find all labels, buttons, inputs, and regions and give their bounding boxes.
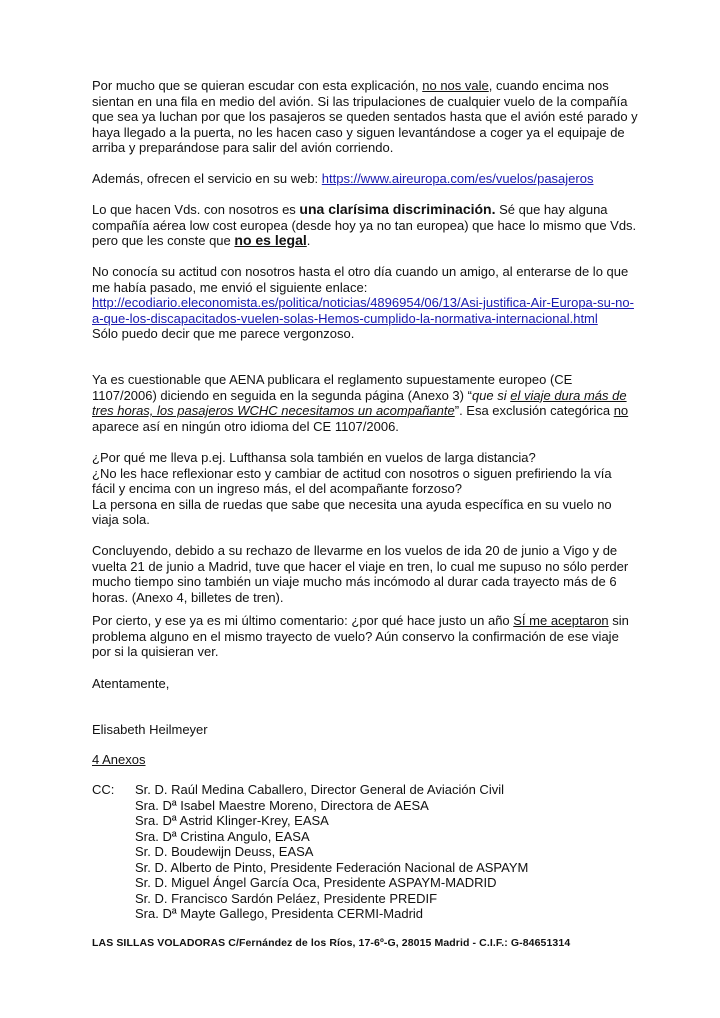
paragraph-friend-link: No conocía su actitud con nosotros hasta el otro día cuando un amigo, al enterarse de lo que me había pasado, me envió el siguiente enlace: http://ecodiario.eleconomista.es/politica/noticias/4896954/06/13/Asi-justifica-Air-Europa-su-no-a-que-los-discapacitados-vuelen-solas-Hemos-cumplido-la-normativa-internacional.html Sólo puedo decir que me parece vergonzoso. xyxy=(92,264,634,341)
paragraph-web-service: Además, ofrecen el servicio en su web: https://www.aireuropa.com/es/vuelos/pasajeros xyxy=(92,171,594,186)
underlined-no: no xyxy=(613,403,629,418)
paragraph-questions: ¿Por qué me lleva p.ej. Lufthansa sola también en vuelos de larga distancia? ¿No les hace reflexionar esto y cambiar de actitud con nosotros o siguen prefiriendo la vía fácil y encima con un ingreso más, el del acompañante forzoso? La persona en silla de ruedas que sabe que necesita una ayuda específica en su vuelo no viaja sola. xyxy=(92,450,612,527)
footer-address: LAS SILLAS VOLADORAS C/Fernández de los Ríos, 17-6º-G, 28015 Madrid - C.I.F.: G-84651314 xyxy=(92,937,571,949)
cc-recipient-list xyxy=(135,782,528,922)
paragraph-discrimination: Lo que hacen Vds. con nosotros es una clarísima discriminación. Sé que hay alguna compañía aérea low cost europea (desde hoy ya no tan europea) que hace lo mismo que Vds. pero que les conste que no es legal. xyxy=(92,201,637,248)
closing-salutation: Atentamente, xyxy=(92,676,170,691)
underlined-no-nos-vale: no nos vale xyxy=(422,78,489,93)
cc-recipient: Sra. Dª Astrid Klinger-Krey, EASA xyxy=(135,813,329,828)
cc-recipient: Sr. D. Miguel Ángel García Oca, Presidente ASPAYM-MADRID xyxy=(135,875,497,890)
cc-recipient: Sra. Dª Cristina Angulo, EASA xyxy=(135,828,310,844)
paragraph-last-comment: Por cierto, y ese ya es mi último comentario: ¿por qué hace justo un año SÍ me aceptaron sin problema alguno en el mismo trayecto de vuelo? Aún conservo la confirmación de ese viaje por si la quisieran ver. xyxy=(92,613,629,659)
paragraph-conclusion: Concluyendo, debido a su rechazo de llevarme en los vuelos de ida 20 de junio a Vigo y de vuelta 21 de junio a Madrid, tuve que hacer el viaje en tren, lo cual me supuso no sólo perder mucho tiempo sino también un viaje mucho más incómodo al durar cada trayecto más de 6 horas. (Anexo 4, billetes de tren). xyxy=(92,543,629,605)
bold-no-es-legal: no es legal xyxy=(234,232,307,248)
underlined-si-me-aceptaron: SÍ me aceptaron xyxy=(513,613,609,628)
cc-recipient: Sra. Dª Isabel Maestre Moreno, Directora de AESA xyxy=(135,797,429,813)
cc-recipient: Sr. D. Francisco Sardón Peláez, Presidente PREDIF xyxy=(135,890,438,906)
ecodiario-link[interactable]: http://ecodiario.eleconomista.es/politica/noticias/4896954/06/13/Asi-justifica-Air-Europa-su-no-a-que-los-discapacitados-vuelen-solas-Hemos-cumplido-la-normativa-internacional.html xyxy=(92,295,634,326)
signature-name: Elisabeth Heilmeyer xyxy=(92,722,208,737)
italic-underlined-quote: el viaje dura más de tres horas, los pasajeros WCHC necesitamos un acompañante xyxy=(92,387,627,418)
cc-recipient: Sr. D. Alberto de Pinto, Presidente Federación Nacional de ASPAYM xyxy=(135,859,529,875)
cc-recipient: Sr. D. Raúl Medina Caballero, Director General de Aviación Civil xyxy=(135,782,504,797)
paragraph-aena-regulation: Ya es cuestionable que AENA publicara el reglamento supuestamente europeo (CE 1107/2006) diciendo en seguida en la segunda página (Anexo 3) “que si el viaje dura más de tres horas, los pasajeros WCHC necesitamos un acompañante”. Esa exclusión categórica no aparece así en ningún otro idioma del CE 1107/2006. xyxy=(92,372,629,434)
paragraph-crew-explanation: Por mucho que se quieran escudar con esta explicación, no nos vale, cuando encima nos sientan en una fila en medio del avión. Si las tripulaciones de cualquier vuelo de la compañía que sea ya luchan por que los pasajeros se queden sentados hasta que el avión esté parado y haya llegado a la puerta, no les hacen caso y siguen levantándose a coger ya el equipaje de arriba y preparándose para salir del avión corriendo. xyxy=(92,78,638,155)
cc-recipient: Sra. Dª Mayte Gallego, Presidenta CERMI-Madrid xyxy=(135,906,424,921)
annexes-count: 4 Anexos xyxy=(92,752,146,767)
bold-discrimination: una clarísima discriminación. xyxy=(299,201,496,217)
cc-label: CC: xyxy=(92,782,115,797)
aireuropa-link[interactable]: https://www.aireuropa.com/es/vuelos/pasajeros xyxy=(321,171,594,186)
cc-recipient: Sr. D. Boudewijn Deuss, EASA xyxy=(135,844,314,859)
